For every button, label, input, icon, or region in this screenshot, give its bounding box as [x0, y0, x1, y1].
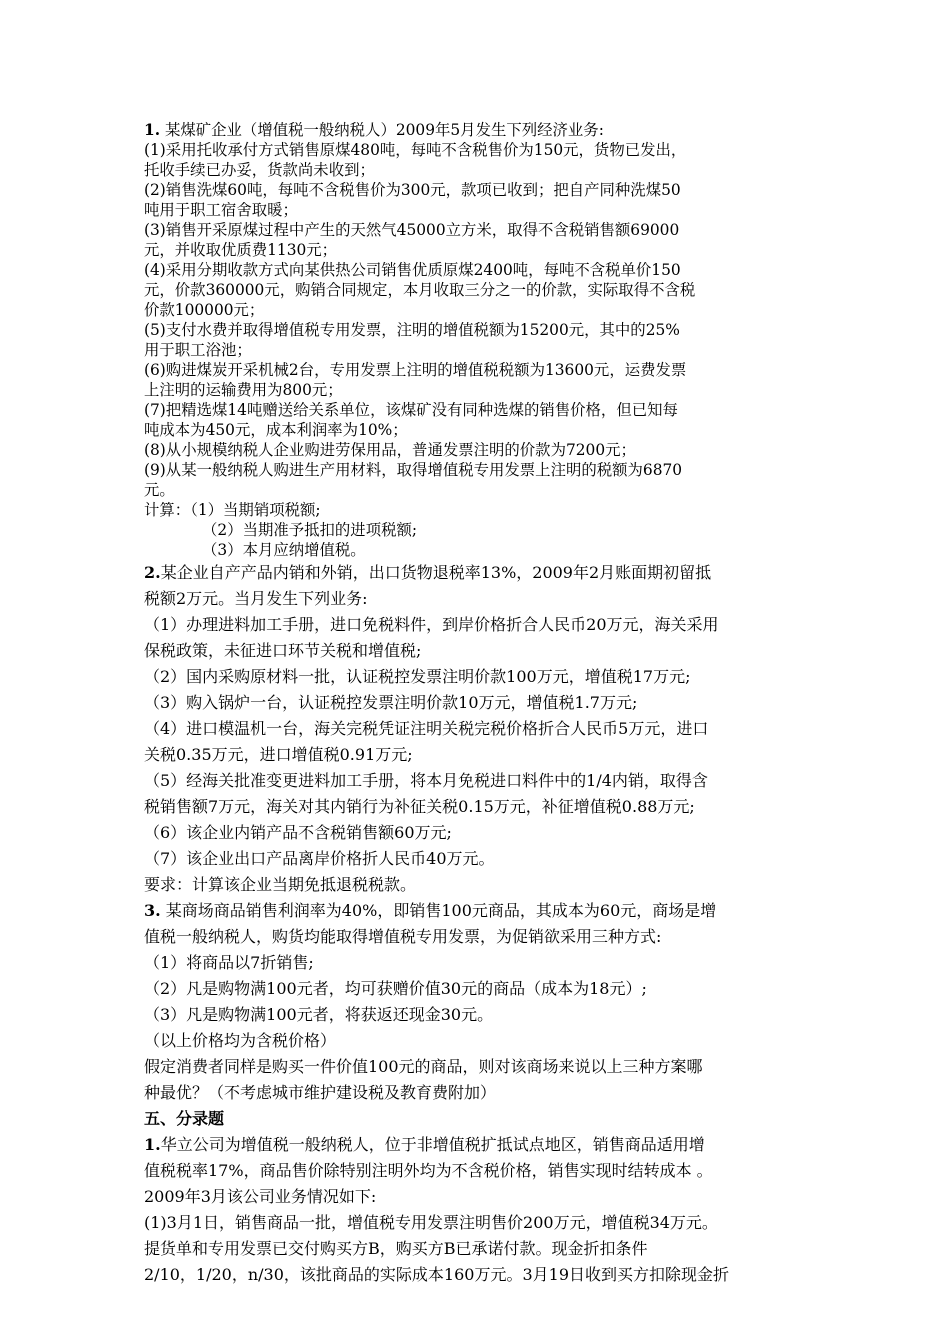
s5q1-line: 2009年3月该公司业务情况如下: — [144, 1187, 377, 1206]
q2-line: （6）该企业内销产品不含税销售额60万元; — [144, 823, 452, 842]
section-heading: 五、分录题 — [144, 1109, 225, 1128]
q1-line: (5)支付水费并取得增值税专用发票，注明的增值税额为15200元，其中的25% — [144, 321, 680, 339]
q1-calc-item: （2）当期准予抵扣的进项税额; — [202, 521, 418, 539]
document-body — [144, 120, 812, 1288]
q3-line: （1）将商品以7折销售; — [144, 953, 314, 972]
q1-line: (8)从小规模纳税人企业购进劳保用品，普通发票注明的价款为7200元； — [144, 441, 636, 459]
q1-line: 上注明的运输费用为800元； — [144, 381, 343, 399]
q1-calc-item: （3）本月应纳增值税。 — [202, 541, 366, 559]
q3-line: （3）凡是购物满100元者，将获返还现金30元。 — [144, 1005, 494, 1024]
q2-line: （2）国内采购原材料一批，认证税控发票注明价款100万元，增值税17万元; — [144, 667, 691, 686]
q3-line: （以上价格均为含税价格） — [144, 1031, 337, 1050]
q2-line: （1）办理进料加工手册，进口免税料件，到岸价格折合人民币20万元，海关采用 — [144, 615, 719, 634]
q2-line: 税额2万元。当月发生下列业务: — [144, 589, 368, 608]
q3-line: 种最优？（不考虑城市维护建设税及教育费附加） — [144, 1083, 497, 1102]
q1-line: (6)购进煤炭开采机械2台，专用发票上注明的增值税税额为13600元，运费发票 — [144, 361, 687, 379]
q2-line: （4）进口模温机一台，海关完税凭证注明关税完税价格折合人民币5万元，进口 — [144, 719, 709, 738]
q1-line: (4)采用分期收款方式向某供热公司销售优质原煤2400吨，每吨不含税单价150 — [144, 261, 681, 279]
s5q1-line: 2/10，1/20，n/30，该批商品的实际成本160万元。3月19日收到买方扣除现金折 — [144, 1265, 729, 1284]
q1-calc-label: 计算：（1）当期销项税额; — [144, 501, 321, 519]
q1-intro: 某煤矿企业（增值税一般纳税人）2009年5月发生下列经济业务: — [160, 121, 604, 139]
q2-requirement: 要求：计算该企业当期免抵退税税款。 — [144, 875, 417, 894]
q3-number: 3. — [144, 901, 161, 920]
q1-line: 元，价款360000元，购销合同规定，本月收取三分之一的价款，实际取得不含税 — [144, 281, 696, 299]
s5q1-first: 华立公司为增值税一般纳税人，位于非增值税扩抵试点地区，销售商品适用增 — [160, 1135, 705, 1154]
q2-line: 税销售额7万元，海关对其内销行为补征关税0.15万元，补征增值税0.88万元; — [144, 797, 695, 816]
q1-line: (3)销售开采原煤过程中产生的天然气45000立方米，取得不含税销售额69000 — [144, 221, 680, 239]
q1-line: 吨成本为450元，成本利润率为10%； — [144, 421, 408, 439]
q2-line: （5）经海关批准变更进料加工手册，将本月免税进口料件中的1/4内销，取得含 — [144, 771, 708, 790]
q1-line: (7)把精选煤14吨赠送给关系单位，该煤矿没有同种选煤的销售价格，但已知每 — [144, 401, 678, 419]
q3-line: （2）凡是购物满100元者，均可获赠价值30元的商品（成本为18元）; — [144, 979, 647, 998]
s5q1-number: 1. — [144, 1135, 161, 1154]
q2-line: （7）该企业出口产品离岸价格折人民币40万元。 — [144, 849, 495, 868]
s5q1-line: 提货单和专用发票已交付购买方B，购买方B已承诺付款。现金折扣条件 — [144, 1239, 648, 1258]
q2-first: 某企业自产产品内销和外销，出口货物退税率13%，2009年2月账面期初留抵 — [160, 563, 712, 582]
q2-line: 保税政策，未征进口环节关税和增值税; — [144, 641, 422, 660]
q1-line: (2)销售洗煤60吨，每吨不含税售价为300元，款项已收到；把自产同种洗煤50 — [144, 181, 681, 199]
q3-first: 某商场商品销售利润率为40%，即销售100元商品，其成本为60元，商场是增 — [160, 901, 717, 920]
q1-line: 元，并收取优质费1130元； — [144, 241, 338, 259]
q1-line: (1)采用托收承付方式销售原煤480吨，每吨不含税售价为150元，货物已发出， — [144, 141, 687, 159]
q1-line: 用于职工浴池； — [144, 341, 252, 359]
q1-line: 价款100000元； — [144, 301, 265, 319]
s5q1-line: 值税税率17%，商品售价除特别注明外均为不含税价格，销售实现时结转成本 。 — [144, 1161, 713, 1180]
s5q1-first-line — [144, 1132, 812, 1158]
q2-first-line — [144, 560, 812, 586]
q1-line: 托收手续已办妥，货款尚未收到； — [144, 161, 375, 179]
q1-line: 吨用于职工宿舍取暖； — [144, 201, 298, 219]
q2-line: （3）购入锅炉一台，认证税控发票注明价款10万元，增值税1.7万元; — [144, 693, 638, 712]
q3-line: 值税一般纳税人，购货均能取得增值税专用发票，为促销欲采用三种方式: — [144, 927, 662, 946]
q1-line: (9)从某一般纳税人购进生产用材料，取得增值税专用发票上注明的税额为6870 — [144, 461, 683, 479]
q3-first-line — [144, 898, 812, 924]
q2-number: 2. — [144, 563, 161, 582]
q1-intro-line — [144, 120, 812, 140]
q3-line: 假定消费者同样是购买一件价值100元的商品，则对该商场来说以上三种方案哪 — [144, 1057, 703, 1076]
q1-line: 元。 — [144, 481, 175, 499]
s5q1-line: (1)3月1日，销售商品一批，增值税专用发票注明售价200万元，增值税34万元。 — [144, 1213, 718, 1232]
q2-line: 关税0.35万元，进口增值税0.91万元; — [144, 745, 413, 764]
q1-number: 1. — [144, 121, 161, 139]
